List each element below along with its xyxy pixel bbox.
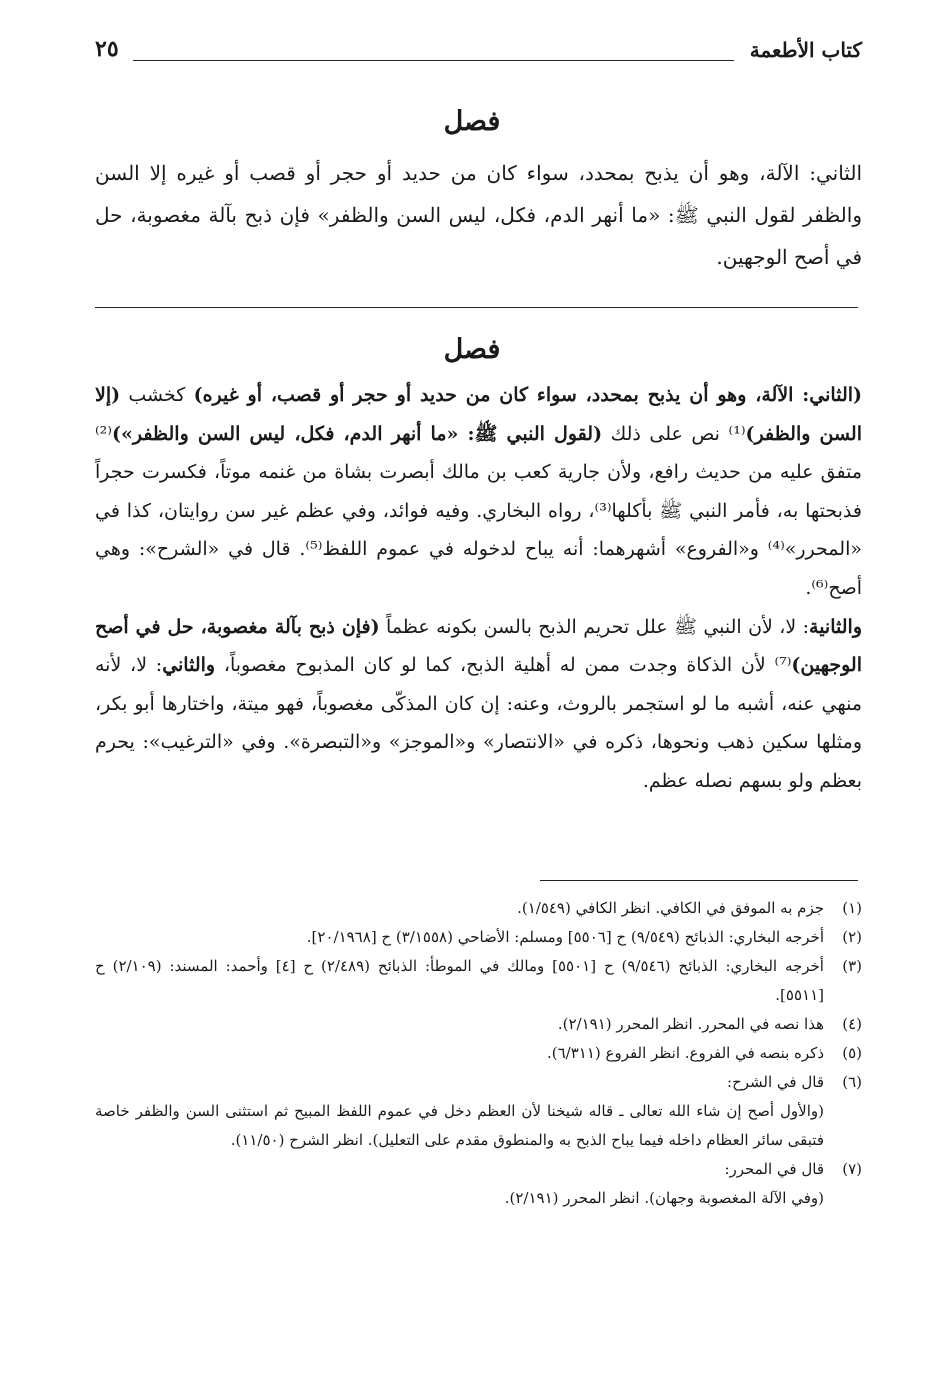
footnote-number: (١) — [842, 899, 862, 917]
quoted-matn: (الثاني: الآلة، وهو أن يذبح بمحدد، سواء كان من حديد أو حجر أو قصب، أو غيره) — [193, 384, 863, 406]
commentary: : لا، لأنه منهي عنه، أشبه ما لو استجمر بالروث، وعنه: إن كان المذكّى مغصوباً، فهو ميتة، واختارها أبو بكر، ومثلها سكين ذهب ونحوها، ذكره في «الانتصار» و«الموجز» و«التبصرة». وفي «الترغيب»: يحرم بعظم ولو بسهم نصله عظم. — [95, 654, 862, 792]
footnote — [95, 952, 862, 1010]
footnote-text: هذا نصه في المحرر. انظر المحرر (٢/١٩١). — [557, 1015, 824, 1033]
footnote-rule — [540, 880, 858, 881]
quoted-matn: (فإن ذبح بآلة مغصوبة، حل في أصح الوجهين) — [95, 615, 862, 677]
footnote-number: (٣) — [842, 957, 862, 975]
page-number: ٢٥ — [95, 36, 119, 62]
matn-text: الثاني: الآلة، وهو أن يذبح بمحدد، سواء كان من حديد أو حجر أو قصب أو غيره إلا السن والظفر لقول النبي ﷺ: «ما أنهر الدم، فكل، ليس السن والظفر» فإن ذبح بآلة مغصوبة، حل في أصح الوجهين. — [95, 161, 862, 269]
section-heading: فصل — [443, 334, 501, 365]
footnote-number: (٢) — [842, 928, 862, 946]
quoted-matn: (إلا السن والظفر) — [95, 384, 862, 445]
footnote-number: (٤) — [842, 1015, 862, 1033]
footnote-text: أخرجه البخاري: الذبائح (٩/٥٤٦) ح [٥٥٠١] ومالك في الموطأ: الذبائح (٢/٤٨٩) ح [٤] وأحمد: المسند: (٢/١٠٩) ح [٥٥١١]. — [95, 957, 824, 1004]
commentary-text — [95, 376, 862, 801]
quoted-matn: (لقول النبي ﷺ: «ما أنهر الدم، فكل، ليس السن والظفر») — [111, 422, 603, 445]
commentary: ⁽⁷⁾ لأن الذكاة وجدت ممن له أهلية الذبح، كما لو كان المذبوح مغصوباً، — [215, 654, 792, 677]
book-title: كتاب الأطعمة — [749, 38, 862, 62]
footnote-number: (٦) — [842, 1073, 862, 1091]
commentary-paragraph — [95, 608, 862, 801]
section-heading: فصل — [443, 106, 501, 137]
footnote-text: أخرجه البخاري: الذبائح (٩/٥٤٩) ح [٥٥٠٦] ومسلم: الأضاحي (٣/١٥٥٨) ح [٢٠/١٩٦٨]. — [306, 928, 824, 946]
section-separator — [95, 307, 858, 308]
commentary: ⁽¹⁾ نص على ذلك — [602, 422, 746, 445]
footnote-number: (٥) — [842, 1044, 862, 1062]
footnote — [95, 1155, 862, 1213]
commentary: : لا، لأن النبي ﷺ علل تحريم الذبح بالسن بكونه عظماً — [379, 615, 810, 638]
footnote-number: (٧) — [842, 1160, 862, 1178]
footnote-text: ذكره بنصه في الفروع. انظر الفروع (٦/٣١١). — [546, 1044, 824, 1062]
footnote-intro: قال في الشرح: — [727, 1073, 824, 1091]
header-rule — [133, 60, 734, 61]
footnote-text: جزم به الموفق في الكافي. انظر الكافي (١/٥٤٩). — [517, 899, 824, 917]
footnote — [95, 1010, 862, 1039]
quoted-matn: والثاني — [162, 654, 216, 677]
footnote-text — [95, 1155, 824, 1213]
footnote — [95, 923, 862, 952]
running-header — [95, 38, 862, 70]
footnote — [95, 894, 862, 923]
commentary-paragraph — [95, 376, 862, 608]
quoted-matn: والثانية — [809, 615, 862, 638]
footnote-quote: (والأول أصح إن شاء الله تعالى ـ قاله شيخنا لأن العظم دخل في عموم اللفظ المبيح ثم استثنى السن والظفر خاصة فتبقى سائر العظام داخله فيما يباح الذبح به والمنطوق مقدم على التعليل). انظر الشرح (١١/٥٠). — [95, 1102, 824, 1149]
commentary: ⁽²⁾ متفق عليه من حديث رافع، ولأن جارية كعب بن مالك أبصرت بشاة من غنمه موتاً، فكسرت حجراً فذبحتها به، فأمر النبي ﷺ بأكلها⁽³⁾، رواه البخاري. وفيه فوائد، وفي عظم غير سن روايتان، كذا في «المحرر»⁽⁴⁾ و«الفروع» أشهرهما: أنه يباح لدخوله في عموم اللفظ⁽⁵⁾. قال في «الشرح»: وهي أصح⁽⁶⁾. — [95, 422, 862, 599]
footnote-text — [95, 1068, 824, 1155]
commentary: كخشب — [120, 384, 194, 406]
footnote-quote: (وفي الآلة المغصوبة وجهان). انظر المحرر (٢/١٩١). — [504, 1189, 824, 1207]
footnotes — [95, 894, 862, 1213]
footnote — [95, 1068, 862, 1155]
footnote — [95, 1039, 862, 1068]
footnote-intro: قال في المحرر: — [724, 1160, 824, 1178]
